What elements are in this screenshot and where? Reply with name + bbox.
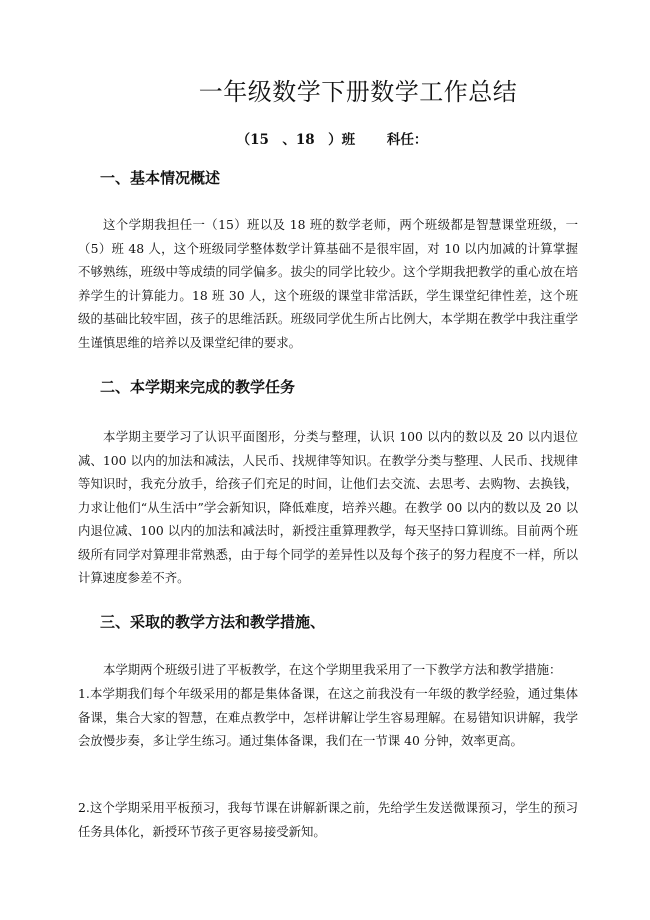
section-heading-basic-overview: 一、基本情况概述 — [100, 169, 221, 187]
section-heading-teaching-methods: 三、采取的教学方法和教学措施、 — [100, 613, 326, 631]
list-item-collective-planning: 1.本学期我们每个年级采用的都是集体备课，在这之前我没有一年级的教学经验，通过集体备课，集合大家的智慧，在难点教学中，怎样讲解让学生容易理解。在易错知识讲解，我学会放慢步奏，多让学生练习。通过集体备课，我们在一节课 40 分钟，效率更高。 — [78, 686, 578, 748]
section-paragraph: 本学期主要学习了认识平面图形，分类与整理，认识 100 以内的数以及 20 以内退位减、100 以内的加法和减法，人民币、找规律等知识。在教学分类与整理、人民币、找规律等知识时，我充分放手，给孩子们充足的时间，让他们去交流、去思考、去购物、去换钱，力求让他们“从生活中”学会新知识，降低难度，培养兴趣。在教学 00 以内的数以及 20 以内退位减、100 以内的加法和减法时，新授注重算理教学，每天坚持口算训练。目前两个班级所有同学对算理非常熟悉，由于每个同学的差异性以及每个孩子的努力程度不一样，所以计算速度参差不齐。 — [78, 429, 578, 585]
section-paragraph: 本学期两个班级引进了平板教学，在这个学期里我采用了一下教学方法和教学措施： — [103, 662, 562, 677]
section-heading-teaching-tasks: 二、本学期来完成的教学任务 — [100, 378, 296, 396]
document-title: 一年级数学下册数学工作总结 — [198, 78, 518, 106]
class-teacher-line: （15 、18 ）班 科任： — [236, 132, 428, 148]
section-paragraph: 这个学期我担任一（15）班以及 18 班的数学老师，两个班级都是智慧课堂班级，一（5）班 48 人，这个班级同学整体数学计算基础不是很牢固，对 10 以内加减的计算掌握不够熟练，班级中等成绩的同学偏多。拔尖的同学比较少。这个学期我把教学的重心放在培养学生的计算能力。18 班 30 人，这个班级的课堂非常活跃，学生课堂纪律性差，这个班级的基础比较牢固，孩子的思维活跃。班级同学优生所占比例大，本学期在教学中我注重学生谨慎思维的培养以及课堂纪律的要求。 — [78, 217, 578, 350]
list-item-tablet-preview: 2.这个学期采用平板预习，我每节课在讲解新课之前，先给学生发送微课预习，学生的预习任务具体化，新授环节孩子更容易接受新知。 — [78, 800, 578, 839]
